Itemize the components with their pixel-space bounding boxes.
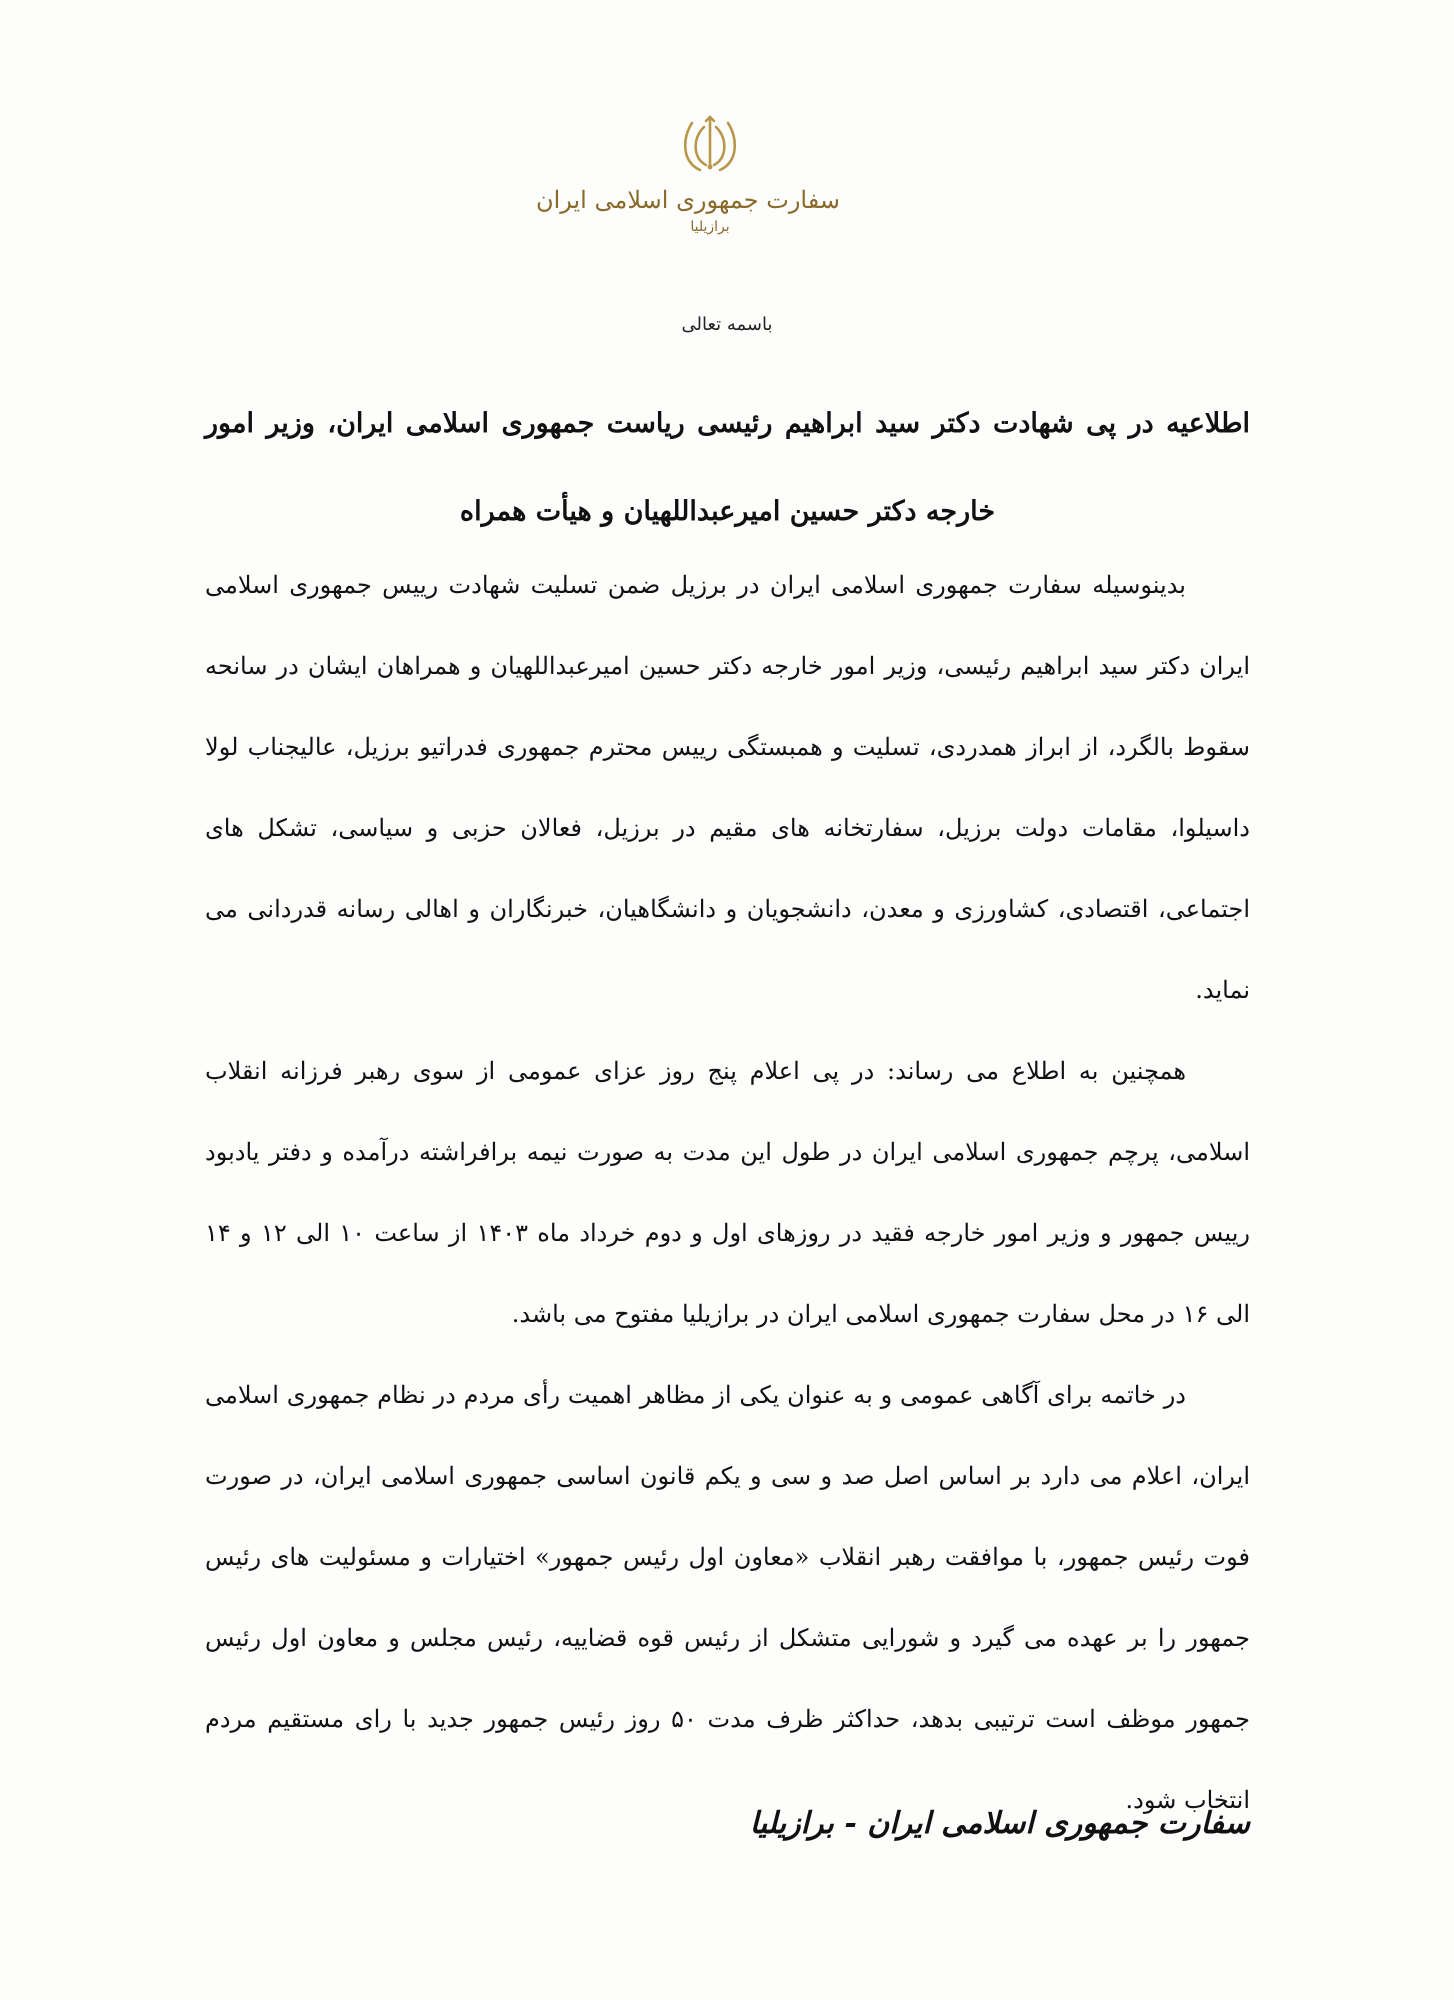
letterhead — [535, 115, 840, 235]
paragraph-gratitude: بدینوسیله سفارت جمهوری اسلامی ایران در برزیل ضمن تسلیت شهادت رییس جمهوری اسلامی ایران دکتر سید ابراهیم رئیسی، وزیر امور خارجه دکتر حسین امیرعبداللهیان و همراهان ایشان در سانحه سقوط بالگرد، از ابراز همدردی، تسلیت و همبستگی رییس محترم جمهوری فدراتیو برزیل، عالیجناب لولا داسیلوا، مقامات دولت برزیل، سفارتخانه های مقیم در برزیل، فعالان حزبی و سیاسی، تشکل های اجتماعی، اقتصادی، کشاورزی و معدن، دانشجویان و دانشگاهیان، خبرنگاران و اهالی رسانه قدردانی می نماید. — [205, 571, 1251, 1004]
paragraph-memorial: همچنین به اطلاع می رساند: در پی اعلام پنج روز عزای عمومی از سوی رهبر فرزانه انقلاب اسلامی، پرچم جمهوری اسلامی ایران در طول این مدت به صورت نیمه برافراشته درآمده و دفتر یادبود رییس جمهور و وزیر امور خارجه فقید در روزهای اول و دوم خرداد ماه ۱۴۰۳ از ساعت ۱۰ الی ۱۲ و ۱۴ الی ۱۶ در محل سفارت جمهوری اسلامی ایران در برازیلیا مفتوح می باشد. — [205, 1057, 1250, 1328]
iran-emblem-icon — [680, 115, 740, 177]
paragraph-constitution: در خاتمه برای آگاهی عمومی و به عنوان یکی از مظاهر اهمیت رأی مردم در نظام جمهوری اسلامی ایران، اعلام می دارد بر اساس اصل صد و سی و یکم قانون اساسی جمهوری اسلامی ایران، در صورت فوت رئیس جمهور، با موافقت رهبر انقلاب «معاون اول رئیس جمهور» اختیارات و مسئولیت های رئیس جمهور را بر عهده می گیرد و شورایی متشکل از رئیس قوه قضاییه، رئیس مجلس و معاون اول رئیس جمهور موظف است ترتیبی بدهد، حداکثر ظرف مدت ۵۰ روز رئیس جمهور جدید با رای مستقیم مردم انتخاب شود. — [205, 1381, 1250, 1814]
letterhead-city: برازیلیا — [690, 219, 730, 235]
invocation: باسمه تعالی — [681, 314, 773, 335]
letter-body — [205, 545, 1250, 1841]
announcement-title: اطلاعیه در پی شهادت دکتر سید ابراهیم رئیسی ریاست جمهوری اسلامی ایران، وزیر امور خارجه دکتر حسین امیرعبداللهیان و هیأت همراه — [205, 408, 1250, 527]
letterhead-name: سفارت جمهوری اسلامی ایران — [535, 186, 840, 214]
signature: سفارت جمهوری اسلامی ایران - برازیلیا — [749, 1806, 1250, 1841]
